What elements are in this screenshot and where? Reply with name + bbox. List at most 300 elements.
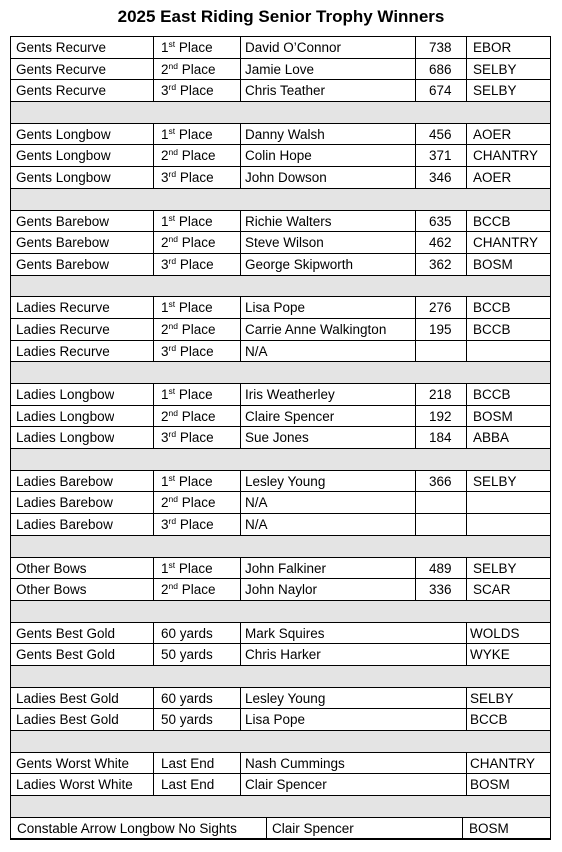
position-suffix: nd — [168, 581, 178, 592]
name-cell: Colin Hope — [245, 148, 312, 164]
column-divider — [415, 492, 416, 513]
position-word: Place — [181, 321, 216, 337]
score-cell: 674 — [429, 83, 452, 99]
column-divider — [466, 753, 467, 774]
column-divider — [466, 623, 467, 644]
table-row — [11, 145, 550, 167]
column-divider — [153, 145, 154, 166]
score-cell: 192 — [429, 408, 452, 424]
name-cell: Nash Cummings — [245, 755, 345, 771]
position-number: 3 — [161, 83, 169, 99]
score-cell: 366 — [429, 473, 452, 489]
column-divider — [415, 80, 416, 101]
name-cell: Mark Squires — [245, 625, 325, 641]
column-divider — [462, 818, 463, 839]
club-cell: BOSM — [470, 777, 510, 793]
position-word: Place — [179, 83, 214, 99]
column-divider — [153, 774, 154, 795]
table-row — [11, 341, 550, 363]
category-cell: Gents Longbow — [16, 148, 111, 164]
club-cell: WYKE — [470, 647, 510, 663]
name-cell: John Naylor — [245, 582, 318, 598]
column-divider — [415, 59, 416, 80]
table-row — [11, 688, 550, 710]
score-cell: 362 — [429, 256, 452, 272]
section-separator — [11, 362, 550, 384]
score-cell: 195 — [429, 321, 452, 337]
position-word: Place — [178, 126, 213, 142]
column-divider — [415, 297, 416, 318]
section-separator — [11, 102, 550, 124]
column-divider — [240, 254, 241, 275]
position-cell — [161, 558, 213, 579]
position-suffix: nd — [168, 407, 178, 418]
category-cell: Ladies Longbow — [16, 387, 115, 402]
name-cell: Lesley Young — [245, 690, 326, 706]
column-divider — [466, 167, 467, 188]
name-cell: N/A — [245, 517, 268, 533]
column-divider — [153, 37, 154, 58]
table-row — [11, 124, 550, 146]
table-row — [11, 644, 550, 666]
name-cell: N/A — [245, 495, 268, 511]
column-divider — [153, 709, 154, 730]
position-number: 1 — [161, 300, 169, 316]
column-divider — [415, 211, 416, 232]
position-number: 2 — [161, 495, 169, 511]
position-suffix: rd — [168, 516, 177, 527]
table-row — [11, 492, 550, 514]
club-cell: SELBY — [473, 83, 517, 99]
detail-cell: Last End — [161, 755, 215, 771]
position-number: 3 — [161, 256, 169, 272]
category-cell: Other Bows — [16, 582, 87, 598]
position-number: 1 — [161, 387, 169, 402]
column-divider — [266, 818, 267, 839]
column-divider — [153, 514, 154, 535]
name-cell: Claire Spencer — [245, 408, 335, 424]
column-divider — [153, 623, 154, 644]
column-divider — [415, 514, 416, 535]
table-row — [11, 406, 550, 428]
table-row — [11, 232, 550, 254]
position-number: 2 — [161, 61, 169, 77]
table-row — [11, 818, 550, 840]
club-cell: BCCB — [473, 300, 511, 316]
column-divider — [240, 384, 241, 405]
score-cell: 218 — [429, 387, 452, 402]
column-divider — [415, 254, 416, 275]
column-divider — [415, 406, 416, 427]
score-cell: 686 — [429, 61, 452, 77]
position-number: 1 — [161, 473, 169, 489]
position-cell — [161, 492, 216, 513]
position-suffix: st — [168, 472, 176, 483]
position-word: Place — [181, 235, 216, 251]
club-cell: BOSM — [469, 820, 509, 836]
column-divider — [415, 579, 416, 600]
position-number: 2 — [161, 321, 169, 337]
column-divider — [466, 492, 467, 513]
column-divider — [466, 709, 467, 730]
category-cell: Ladies Best Gold — [16, 690, 119, 706]
table-row — [11, 514, 550, 536]
score-cell: 371 — [429, 148, 452, 164]
section-separator — [11, 601, 550, 623]
table-row — [11, 319, 550, 341]
column-divider — [466, 644, 467, 665]
name-cell: John Falkiner — [245, 560, 327, 576]
column-divider — [466, 37, 467, 58]
position-suffix: rd — [168, 169, 177, 180]
column-divider — [466, 297, 467, 318]
column-divider — [415, 145, 416, 166]
table-row — [11, 80, 550, 102]
column-divider — [240, 319, 241, 340]
column-divider — [240, 709, 241, 730]
position-word: Place — [178, 300, 213, 316]
column-divider — [240, 232, 241, 253]
category-cell: Ladies Recurve — [16, 321, 110, 337]
score-cell: 489 — [429, 560, 452, 576]
position-number: 3 — [161, 517, 169, 533]
name-cell: Chris Teather — [245, 83, 326, 99]
position-suffix: rd — [168, 255, 177, 266]
club-cell: SELBY — [473, 560, 517, 576]
category-cell: Ladies Barebow — [16, 517, 113, 533]
position-number: 1 — [161, 560, 169, 576]
table-row — [11, 623, 550, 645]
name-cell: Carrie Anne Walkington — [245, 321, 387, 337]
column-divider — [466, 211, 467, 232]
column-divider — [415, 427, 416, 448]
column-divider — [153, 492, 154, 513]
column-divider — [466, 471, 467, 492]
column-divider — [415, 37, 416, 58]
club-cell: BOSM — [473, 256, 513, 272]
score-cell: 336 — [429, 582, 452, 598]
column-divider — [240, 492, 241, 513]
category-cell: Ladies Longbow — [16, 408, 115, 424]
position-number: 3 — [161, 343, 169, 359]
score-cell: 635 — [429, 213, 452, 229]
column-divider — [240, 644, 241, 665]
column-divider — [153, 406, 154, 427]
column-divider — [153, 319, 154, 340]
club-cell: BCCB — [473, 321, 511, 337]
column-divider — [415, 167, 416, 188]
position-word: Place — [179, 517, 214, 533]
column-divider — [466, 579, 467, 600]
score-cell: 276 — [429, 300, 452, 316]
column-divider — [415, 384, 416, 405]
category-cell: Gents Barebow — [16, 256, 110, 272]
detail-cell: 60 yards — [161, 625, 213, 641]
table-row — [11, 211, 550, 233]
position-number: 1 — [161, 213, 169, 229]
column-divider — [240, 59, 241, 80]
position-cell — [161, 167, 214, 188]
category-cell: Gents Best Gold — [16, 625, 116, 641]
table-row — [11, 427, 550, 449]
column-divider — [240, 471, 241, 492]
column-divider — [466, 514, 467, 535]
column-divider — [415, 319, 416, 340]
table-row — [11, 579, 550, 601]
name-cell: Clair Spencer — [245, 777, 327, 793]
position-word: Place — [181, 495, 216, 511]
column-divider — [466, 232, 467, 253]
position-word: Place — [181, 61, 216, 77]
position-suffix: st — [168, 212, 176, 223]
column-divider — [466, 341, 467, 362]
table-row — [11, 384, 550, 406]
position-cell — [161, 384, 213, 405]
position-number: 2 — [161, 582, 169, 598]
position-word: Place — [179, 170, 214, 186]
column-divider — [466, 558, 467, 579]
table-row — [11, 59, 550, 81]
column-divider — [153, 427, 154, 448]
column-divider — [415, 471, 416, 492]
category-cell: Gents Barebow — [16, 235, 110, 251]
position-number: 2 — [161, 235, 169, 251]
column-divider — [466, 774, 467, 795]
table-row — [11, 471, 550, 493]
position-cell — [161, 514, 214, 535]
position-cell — [161, 80, 214, 101]
category-cell: Ladies Worst White — [16, 777, 133, 793]
position-word: Place — [181, 408, 216, 424]
name-cell: Lisa Pope — [245, 300, 306, 316]
position-word: Place — [178, 387, 213, 402]
column-divider — [153, 644, 154, 665]
name-cell: Iris Weatherley — [245, 387, 335, 402]
column-divider — [240, 297, 241, 318]
column-divider — [415, 124, 416, 145]
club-cell: SCAR — [473, 582, 511, 598]
column-divider — [466, 145, 467, 166]
position-cell — [161, 319, 216, 340]
club-cell: EBOR — [473, 40, 512, 55]
table-row — [11, 297, 550, 319]
club-cell: CHANTRY — [473, 148, 539, 164]
column-divider — [153, 80, 154, 101]
table-row — [11, 774, 550, 796]
column-divider — [153, 59, 154, 80]
position-suffix: nd — [168, 60, 178, 71]
column-divider — [466, 80, 467, 101]
section-separator — [11, 731, 550, 753]
column-divider — [153, 384, 154, 405]
position-number: 1 — [161, 40, 169, 55]
column-divider — [240, 406, 241, 427]
name-cell: Lesley Young — [245, 473, 326, 489]
column-divider — [153, 471, 154, 492]
column-divider — [415, 232, 416, 253]
section-separator — [11, 449, 550, 471]
position-word: Place — [181, 148, 216, 164]
table-row — [11, 167, 550, 189]
column-divider — [240, 124, 241, 145]
column-divider — [466, 427, 467, 448]
category-cell: Other Bows — [16, 560, 87, 576]
position-word: Place — [181, 582, 216, 598]
position-number: 3 — [161, 170, 169, 186]
column-divider — [153, 297, 154, 318]
name-cell: Clair Spencer — [272, 820, 354, 836]
name-cell: Lisa Pope — [245, 712, 306, 728]
column-divider — [240, 341, 241, 362]
position-word: Place — [178, 560, 213, 576]
column-divider — [240, 753, 241, 774]
position-suffix: nd — [168, 494, 178, 505]
column-divider — [240, 80, 241, 101]
position-cell — [161, 254, 214, 275]
table-row — [11, 709, 550, 731]
position-number: 2 — [161, 148, 169, 164]
club-cell: ABBA — [473, 430, 510, 446]
position-cell — [161, 59, 216, 80]
table-row — [11, 753, 550, 775]
section-separator — [11, 189, 550, 211]
score-cell: 346 — [429, 170, 452, 186]
column-divider — [466, 254, 467, 275]
position-cell — [161, 471, 213, 492]
position-word: Place — [178, 213, 213, 229]
club-cell: AOER — [473, 126, 512, 142]
position-cell — [161, 232, 216, 253]
position-suffix: rd — [168, 82, 177, 93]
position-cell — [161, 579, 216, 600]
name-cell: David O’Connor — [245, 40, 342, 55]
position-suffix: rd — [168, 342, 177, 353]
category-cell: Ladies Barebow — [16, 473, 113, 489]
detail-cell: Last End — [161, 777, 215, 793]
column-divider — [240, 427, 241, 448]
category-cell: Gents Recurve — [16, 61, 107, 77]
category-cell: Ladies Longbow — [16, 430, 115, 446]
position-suffix: nd — [168, 147, 178, 158]
club-cell: SELBY — [470, 690, 514, 706]
name-cell: N/A — [245, 343, 268, 359]
position-cell — [161, 341, 214, 362]
position-number: 3 — [161, 430, 169, 446]
column-divider — [153, 211, 154, 232]
column-divider — [240, 514, 241, 535]
column-divider — [153, 558, 154, 579]
category-cell: Gents Longbow — [16, 126, 111, 142]
position-suffix: st — [168, 559, 176, 570]
category-cell: Gents Recurve — [16, 40, 107, 55]
score-cell: 456 — [429, 126, 452, 142]
section-separator — [11, 276, 550, 298]
name-cell: Chris Harker — [245, 647, 321, 663]
column-divider — [466, 688, 467, 709]
column-divider — [240, 688, 241, 709]
position-suffix: st — [168, 125, 176, 136]
column-divider — [153, 124, 154, 145]
column-divider — [153, 341, 154, 362]
page-title: 2025 East Riding Senior Trophy Winners — [117, 7, 445, 26]
column-divider — [466, 124, 467, 145]
category-cell: Gents Longbow — [16, 170, 111, 186]
position-cell — [161, 211, 213, 232]
club-cell: CHANTRY — [470, 755, 536, 771]
winners-table — [10, 36, 551, 840]
column-divider — [153, 167, 154, 188]
club-cell: AOER — [473, 170, 512, 186]
score-cell: 462 — [429, 235, 452, 251]
name-cell: Danny Walsh — [245, 126, 325, 142]
column-divider — [240, 558, 241, 579]
club-cell: SELBY — [473, 61, 517, 77]
category-cell: Gents Barebow — [16, 213, 110, 229]
category-cell: Constable Arrow Longbow No Sights — [17, 820, 237, 836]
club-cell: BOSM — [473, 408, 513, 424]
column-divider — [153, 579, 154, 600]
position-cell — [161, 297, 213, 318]
table-row — [11, 254, 550, 276]
column-divider — [240, 623, 241, 644]
column-divider — [466, 384, 467, 405]
column-divider — [240, 579, 241, 600]
column-divider — [466, 406, 467, 427]
detail-cell: 60 yards — [161, 690, 213, 706]
score-cell: 184 — [429, 430, 452, 446]
section-separator — [11, 666, 550, 688]
position-cell — [161, 406, 216, 427]
detail-cell: 50 yards — [161, 647, 213, 663]
position-suffix: st — [168, 39, 176, 49]
category-cell: Ladies Recurve — [16, 343, 110, 359]
column-divider — [240, 37, 241, 58]
column-divider — [240, 145, 241, 166]
section-separator — [11, 536, 550, 558]
column-divider — [415, 558, 416, 579]
name-cell: Steve Wilson — [245, 235, 324, 251]
column-divider — [240, 774, 241, 795]
category-cell: Gents Best Gold — [16, 647, 116, 663]
position-number: 2 — [161, 408, 169, 424]
club-cell: BCCB — [473, 387, 511, 402]
category-cell: Ladies Best Gold — [16, 712, 119, 728]
column-divider — [240, 211, 241, 232]
name-cell: Sue Jones — [245, 430, 309, 446]
position-cell — [161, 37, 213, 58]
table-row — [11, 37, 550, 59]
section-separator — [11, 796, 550, 818]
position-word: Place — [178, 40, 213, 55]
category-cell: Ladies Barebow — [16, 495, 113, 511]
category-cell: Gents Recurve — [16, 83, 107, 99]
column-divider — [153, 232, 154, 253]
position-suffix: st — [168, 299, 176, 310]
position-word: Place — [179, 256, 214, 272]
position-number: 1 — [161, 126, 169, 142]
table-row — [11, 558, 550, 580]
position-suffix: nd — [168, 320, 178, 331]
name-cell: Jamie Love — [245, 61, 315, 77]
category-cell: Gents Worst White — [16, 755, 130, 771]
name-cell: George Skipworth — [245, 256, 354, 272]
column-divider — [466, 59, 467, 80]
position-word: Place — [178, 473, 213, 489]
club-cell: SELBY — [473, 473, 517, 489]
column-divider — [415, 341, 416, 362]
column-divider — [153, 753, 154, 774]
position-cell — [161, 145, 216, 166]
